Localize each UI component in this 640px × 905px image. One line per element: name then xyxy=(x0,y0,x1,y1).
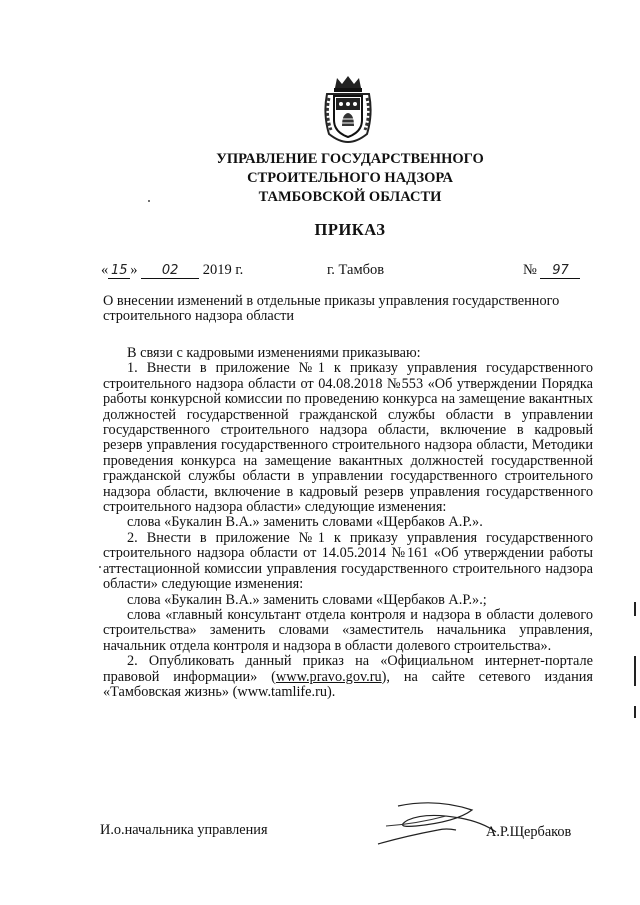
handwritten-signature xyxy=(376,800,502,846)
number-label: № xyxy=(523,262,537,278)
body-item-2-change-2: слова «главный консультант отдела контроля и надзора в области долевого строительства» заменить словами «заместитель начальника управления, начальник отдела контроля и надзора в области долевого строительства». xyxy=(103,606,593,654)
body-item-3-text-b: ), на сайте сетевого издания «Тамбовская жизнь» (www.tamlife.ru). xyxy=(103,668,593,700)
scan-speck xyxy=(99,566,101,568)
document-number xyxy=(523,262,580,279)
document-date xyxy=(101,262,243,279)
scan-speck xyxy=(148,200,150,202)
organization-name xyxy=(120,150,580,207)
scan-edge-mark xyxy=(634,602,636,616)
body-item-3-text-a: 2. Опубликовать данный приказ на «Официальном интернет-портале правовой информации» ( xyxy=(103,653,593,685)
document-subject: О внесении изменений в отдельные приказы управления государственного строительного надзора области xyxy=(103,293,560,324)
body-item-2: 2. Внести в приложение №1 к приказу управления государственного строительного надзора области от 14.05.2014 №161 «Об утверждении работы аттестационной комиссии управления государственного строительного надзора области» следующие изменения: xyxy=(103,529,593,593)
document-body xyxy=(103,346,593,700)
org-line-3: ТАМБОВСКОЙ ОБЛАСТИ xyxy=(258,189,442,205)
body-intro: В связи с кадровыми изменениями приказываю: xyxy=(127,345,421,361)
date-day: 15 xyxy=(108,263,130,279)
date-quote-close: » xyxy=(130,262,138,278)
coat-of-arms-icon xyxy=(321,74,375,144)
signatory-name: А.Р.Щербаков xyxy=(486,824,572,840)
document-type-heading: ПРИКАЗ xyxy=(314,220,386,239)
org-line-2: СТРОИТЕЛЬНОГО НАДЗОРА xyxy=(247,170,453,186)
date-month: 02 xyxy=(141,263,199,279)
scan-edge-mark xyxy=(634,656,636,686)
body-item-2-change-1: слова «Букалин В.А.» заменить словами «Щербаков А.Р.».; xyxy=(127,591,487,608)
pravo-gov-link[interactable]: www.pravo.gov.ru xyxy=(275,668,382,685)
date-quote-open: « xyxy=(101,262,109,278)
scan-edge-mark xyxy=(634,706,636,718)
signatory-title: И.о.начальника управления xyxy=(100,822,268,838)
body-item-1-change: слова «Букалин В.А.» заменить словами «Щербаков А.Р.». xyxy=(127,514,483,531)
document-city: г. Тамбов xyxy=(327,262,385,278)
date-year: 2019 г. xyxy=(202,262,244,278)
body-item-3 xyxy=(103,654,593,700)
body-item-1: 1. Внести в приложение №1 к приказу управления государственного строительного надзора области от 04.08.2018 №553 «Об утверждении Порядка работы конкурсной комиссии по проведению конкурса на замещение вакантных должностей государственной гражданской службы области в управлении государственного строительного надзора области, включение в кадровый резерв управления государственного строительного надзора области, Методики проведения конкурса на замещение вакантных должностей государственной гражданской службы области в управлении государственного строительного надзора области, включение в кадровый резерв управления государственного строительного надзора области» следующие изменения: xyxy=(103,360,593,516)
number-value: 97 xyxy=(540,263,580,279)
org-line-1: УПРАВЛЕНИЕ ГОСУДАРСТВЕННОГО xyxy=(216,151,484,167)
